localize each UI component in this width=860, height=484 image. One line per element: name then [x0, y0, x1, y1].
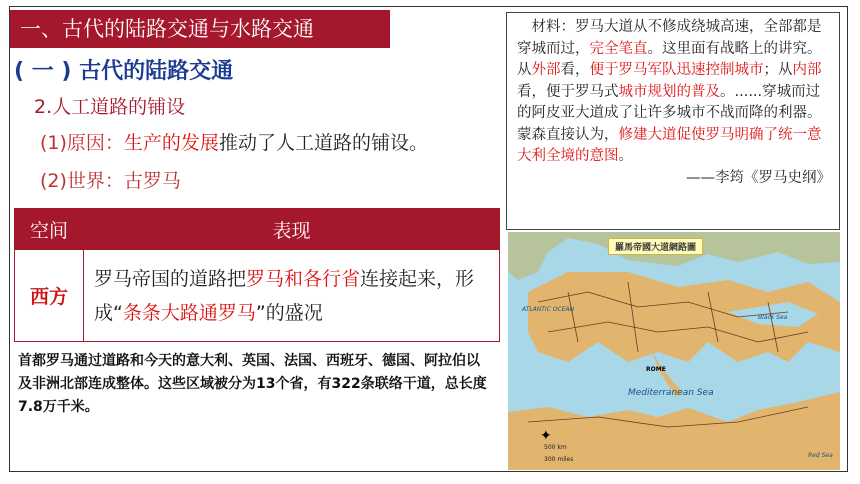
- map-graphic: [508, 232, 840, 470]
- map-scale-miles: 300 miles: [544, 456, 574, 463]
- compass-icon: ✦: [540, 428, 552, 444]
- section-subtitle: ( 一 ) 古代的陆路交通: [14, 59, 234, 84]
- map-scale-km: 500 km: [544, 444, 567, 451]
- point-world: (2)世界：古罗马: [40, 170, 181, 192]
- map-title: 羅馬帝國大道網路圖: [608, 238, 703, 255]
- map-label-red-sea: Red Sea: [808, 452, 833, 459]
- point-reason-prefix: (1)原因：: [40, 132, 124, 154]
- table-cell-description: 罗马帝国的道路把罗马和各行省连接起来，形成“条条大路通罗马”的盛况: [84, 250, 500, 342]
- map-label-mediterranean: Mediterranean Sea: [628, 388, 714, 398]
- section-heading: 2.人工道路的铺设: [34, 96, 186, 118]
- point-reason: [40, 128, 428, 155]
- comparison-table: [14, 208, 500, 342]
- point-reason-highlight: 生产的发展: [123, 132, 219, 154]
- table-header-space: 空间: [15, 209, 84, 250]
- table-header-performance: 表现: [84, 209, 500, 250]
- map-label-black-sea: Black Sea: [758, 314, 788, 321]
- map-label-rome: ROME: [646, 366, 666, 373]
- table-cell-region: 西方: [15, 250, 84, 342]
- point-reason-rest: 推动了人工道路的铺设。: [218, 132, 428, 154]
- map-label-atlantic: ATLANTIC OCEAN: [522, 306, 575, 313]
- material-source: ——李筠《罗马史纲》: [686, 169, 831, 186]
- footnote: 首都罗马通过道路和今天的意大利、英国、法国、西班牙、德国、阿拉伯以及非洲北部连成整体。这些区域被分为13个省，有322条联络干道，总长度7.8万千米。: [18, 353, 487, 415]
- roman-road-map: [508, 232, 840, 470]
- table-row: [15, 250, 500, 342]
- material-box: 材料：罗马大道从不修成绕城高速，全部都是穿城而过，完全笔直。这里面有战略上的讲究。从外部看，便于罗马军队迅速控制城市；从内部看，便于罗马式城市规划的普及。......穿城而过的阿皮亚大道成了让许多城市不战而降的利器。蒙森直接认为，修建大道促使罗马明确了统一意大利全境的意图。 ——李筠《罗马史纲》: [506, 12, 840, 230]
- slide-title: 一、古代的陆路交通与水路交通: [10, 10, 390, 48]
